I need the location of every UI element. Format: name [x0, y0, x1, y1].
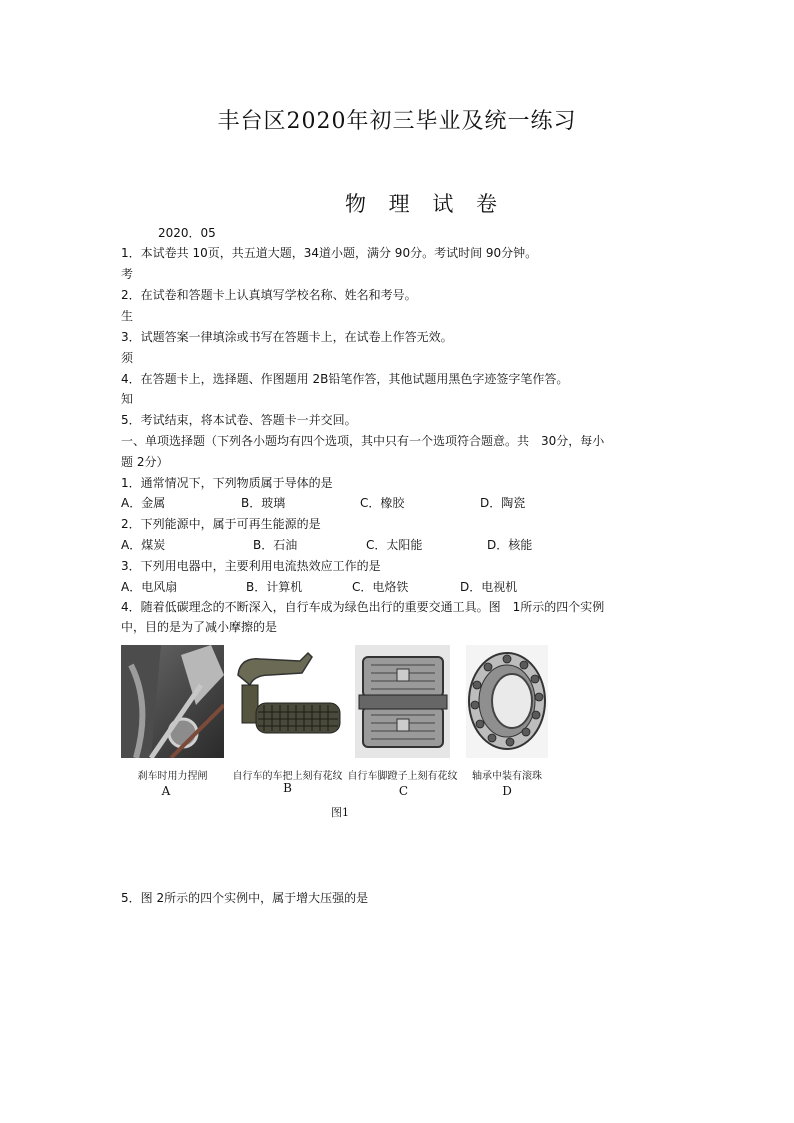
question-1-option-c: C．橡胶	[360, 496, 405, 510]
note-side-4: 知	[121, 392, 134, 406]
exam-subtitle: 物 理 试 卷	[345, 192, 506, 216]
section-heading-line1: 一、单项选择题（下列各小题均有四个选项，其中只有一个选项符合题意。共 30分，每小	[121, 434, 605, 448]
question-4-stem-line2: 中，目的是为了减小摩擦的是	[121, 620, 278, 634]
figure-letter-c: C	[398, 784, 409, 798]
note-2: 2．在试卷和答题卡上认真填写学校名称、姓名和考号。	[121, 288, 417, 302]
figure-image-pedal	[355, 645, 450, 758]
question-1-option-b: B．玻璃	[241, 496, 286, 510]
question-3-option-d: D．电视机	[460, 580, 518, 594]
question-2-option-b: B．石油	[253, 538, 298, 552]
note-3: 3．试题答案一律填涂或书写在答题卡上，在试卷上作答无效。	[121, 330, 453, 344]
figure-letter-a: A	[161, 784, 171, 798]
figure-caption-d: 轴承中装有滚珠	[472, 771, 542, 782]
figure-letter-d: D	[502, 784, 512, 798]
exam-date: 2020．05	[158, 226, 216, 240]
section-heading-line2: 题 2分）	[121, 455, 169, 469]
question-3-option-b: B．计算机	[246, 580, 303, 594]
question-1-stem: 1．通常情况下，下列物质属于导体的是	[121, 476, 333, 490]
note-side-1: 考	[121, 267, 134, 281]
figure-letter-b: B	[283, 781, 292, 795]
note-side-2: 生	[121, 309, 134, 323]
note-5: 5．考试结束，将本试卷、答题卡一并交回。	[121, 413, 357, 427]
question-3-stem: 3．下列用电器中，主要利用电流热效应工作的是	[121, 559, 381, 573]
note-side-3: 须	[121, 351, 134, 365]
question-5-stem: 5．图 2所示的四个实例中，属于增大压强的是	[121, 891, 369, 905]
question-2-option-d: D．核能	[487, 538, 533, 552]
note-4: 4．在答题卡上，选择题、作图题用 2B铅笔作答，其他试题用黑色字迹签字笔作答。	[121, 372, 569, 386]
question-4-stem-line1: 4．随着低碳理念的不断深入，自行车成为绿色出行的重要交通工具。图 1所示的四个实例	[121, 600, 605, 614]
exam-title: 丰台区2020年初三毕业及统一练习	[217, 109, 577, 134]
question-2-option-a: A．煤炭	[121, 538, 166, 552]
figure-caption-c: 自行车脚蹬子上刻有花纹	[347, 771, 458, 782]
figure-caption-b: 自行车的车把上刻有花纹	[232, 771, 343, 782]
figure-image-bearing	[466, 645, 548, 758]
figure-caption-a: 刹车时用力捏闸	[137, 771, 208, 782]
figure-image-handlebar	[230, 645, 342, 758]
question-1-option-d: D．陶瓷	[480, 496, 526, 510]
question-2-option-c: C．太阳能	[366, 538, 423, 552]
question-3-option-a: A．电风扇	[121, 580, 178, 594]
question-3-option-c: C．电烙铁	[352, 580, 409, 594]
figure-image-brake	[121, 645, 224, 758]
figure-label: 图1	[331, 806, 349, 819]
note-1: 1．本试卷共 10页，共五道大题，34道小题，满分 90分。考试时间 90分钟。	[121, 246, 538, 260]
question-2-stem: 2．下列能源中，属于可再生能源的是	[121, 517, 321, 531]
question-1-option-a: A．金属	[121, 496, 166, 510]
